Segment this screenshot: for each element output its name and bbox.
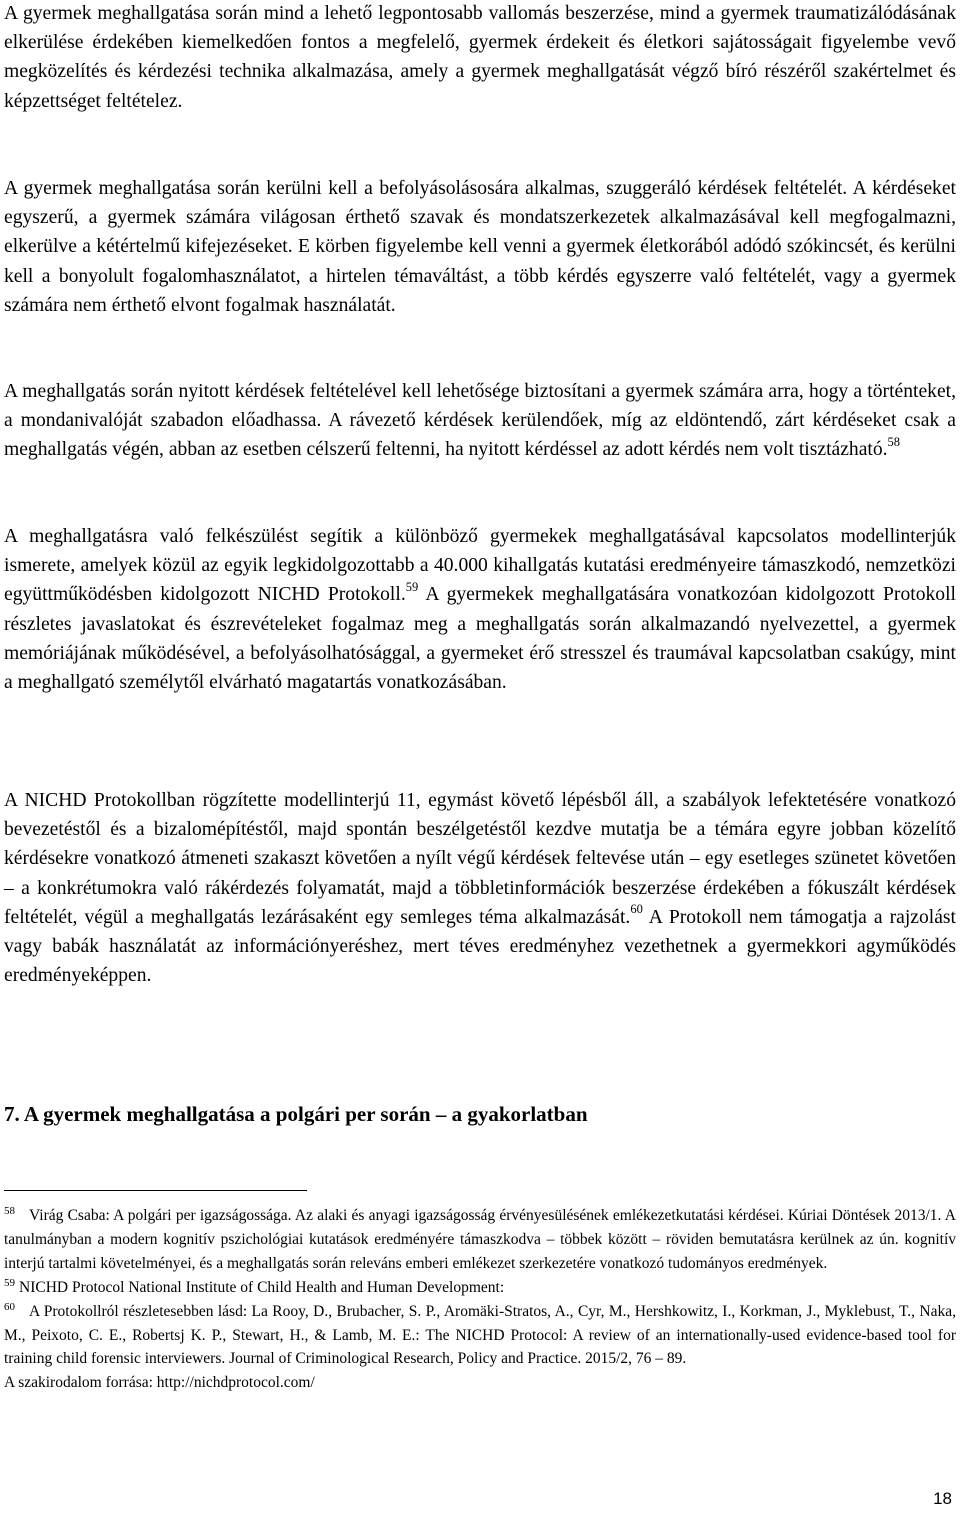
paragraph-1-text: A gyermek meghallgatása során mind a lehető legpontosabb vallomás beszerzése, mind a gyermek traumatizálódásának elkerülése érdekében kiemelkedően fontos a megfelelő, gyermek érdekeit és életkori sajátosságait figyelembe vevő megközelítés és kérdezési technika alkalmazása, amely a gyermek meghallgatását végző bíró részéről szakértelmet és képzettséget feltételez.	[4, 3, 956, 112]
paragraph-5-text-after: A Protokoll nem támogatja a rajzolást vagy babák használatát az információnyeréshez, mert téves eredményhez vezethetnek a gyermekkori agyműködés eredményeképpen.	[4, 906, 956, 987]
paragraph-1	[4, 0, 956, 116]
footnote-60	[4, 1300, 956, 1372]
page-number: 18	[933, 1489, 952, 1508]
paragraph-5-text-before: A NICHD Protokollban rögzítette modellinterjú 11, egymást követő lépésből áll, a szabályok lefektetésére vonatkozó bevezetéstől és a bizalomépítéstől, majd spontán beszélgetéstől kezdve mutatja be a témára egyre jobban közelítő kérdésekre vonatkozó átmeneti szakaszt követően a nyílt végű kérdések feltevése után – egy esetleges szünetet követően – a konkrétumokra való rákérdezés folyamatát, majd a többletinformációk beszerzése érdekében a fókuszált kérdések feltételét, végül a meghallgatás lezárásaként egy semleges téma alkalmazását.	[4, 790, 956, 928]
paragraph-4-text-after: A gyermekek meghallgatására vonatkozóan kidolgozott Protokoll részletes javaslatokat és észrevételeket fogalmaz meg a meghallgatás során alkalmazandó nyelvezettel, a gyermek memóriájának működésével, a befolyásolhatósággal, a gyermeket érő stresszel és traumával kapcsolatban csakúgy, mint a meghallgató személytől elvárható magatartás vonatkozásában.	[4, 584, 956, 694]
section-heading: 7. A gyermek meghallgatása a polgári per során – a gyakorlatban	[4, 1102, 588, 1126]
bibliography-source-line: A szakirodalom forrása: http://nichdprotocol.com/	[4, 1374, 315, 1392]
footnote-60-number: 60	[4, 1300, 15, 1313]
footnotes	[4, 1204, 956, 1395]
paragraph-4	[4, 522, 956, 697]
footnote-59	[4, 1276, 956, 1300]
footnote-ref-59[interactable]: 59	[405, 579, 419, 594]
paragraph-3	[4, 377, 956, 465]
paragraph-4-text-before: A meghallgatásra való felkészülést segítik a különböző gyermekek meghallgatásával kapcsolatos modellinterjúk ismerete, amelyek közül az egyik legkidolgozottabb a 40.000 kihallgatás kutatási eredményeire támaszkodó, nemzetközi együttműködésben kidolgozott NICHD Protokoll.	[4, 526, 956, 606]
footnote-58-number: 58	[4, 1204, 15, 1217]
footnote-ref-60[interactable]: 60	[630, 902, 643, 917]
paragraph-3-text: A meghallgatás során nyitott kérdések feltételével kell lehetősége biztosítani a gyermek számára arra, hogy a történteket, a mondanivalóját szabadon előadhassa. A rávezető kérdések kerülendőek, míg az eldöntendő, zárt kérdéseket csak a meghallgatás végén, abban az esetben célszerű feltenni, ha nyitott kérdéssel az adott kérdés nem volt tisztázható.	[4, 381, 956, 461]
footnote-ref-58[interactable]: 58	[887, 434, 901, 449]
paragraph-2	[4, 174, 956, 320]
footnote-divider	[4, 1190, 307, 1191]
footnote-59-number: 59	[4, 1276, 15, 1289]
paragraph-5	[4, 786, 956, 990]
footnote-59-text: NICHD Protocol National Institute of Child Health and Human Development:	[19, 1278, 505, 1296]
paragraph-2-text: A gyermek meghallgatása során kerülni kell a befolyásolásosára alkalmas, szuggeráló kérdések feltételét. A kérdéseket egyszerű, a gyermek számára világosan érthető szavak és mondatszerkezetek alkalmazásával kell megfogalmazni, elkerülve a kétértelmű kifejezéseket. E körben figyelembe kell venni a gyermek életkorából adódó szókincsét, és kerülni kell a bonyolult fogalomhasználatot, a hirtelen témaváltást, a több kérdés egyszerre való feltételét, vagy a gyermek számára nem érthető elvont fogalmak használatát.	[4, 178, 956, 316]
footnote-58-text: Virág Csaba: A polgári per igazságossága. Az alaki és anyagi igazságosság érvényesülésének emlékezetkutatási kérdései. Kúriai Döntések 2013/1. A tanulmányban a modern kognitív pszichológiai kutatások eredményére támaszkodva – többek között – röviden bemutatásra kerülnek az ún. kognitív interjú tartalmi követelményei, és a meghallgatás során releváns emberi emlékezet szerkezetére vonatkozó tudományos eredmények.	[4, 1207, 956, 1272]
footnote-60-text: A Protokollról részletesebben lásd: La Rooy, D., Brubacher, S. P., Aromäki-Stratos, A., Cyr, M., Hershkowitz, I., Korkman, J., Myklebust, T., Naka, M., Peixoto, C. E., Robertsj K. P., Stewart, H., & Lamb, M. E.: The NICHD Protocol: A review of an internationally-used evidence-based tool for training child forensic interviewers. Journal of Criminological Research, Policy and Practice. 2015/2, 76 – 89.	[4, 1302, 956, 1368]
footnote-58	[4, 1204, 956, 1276]
